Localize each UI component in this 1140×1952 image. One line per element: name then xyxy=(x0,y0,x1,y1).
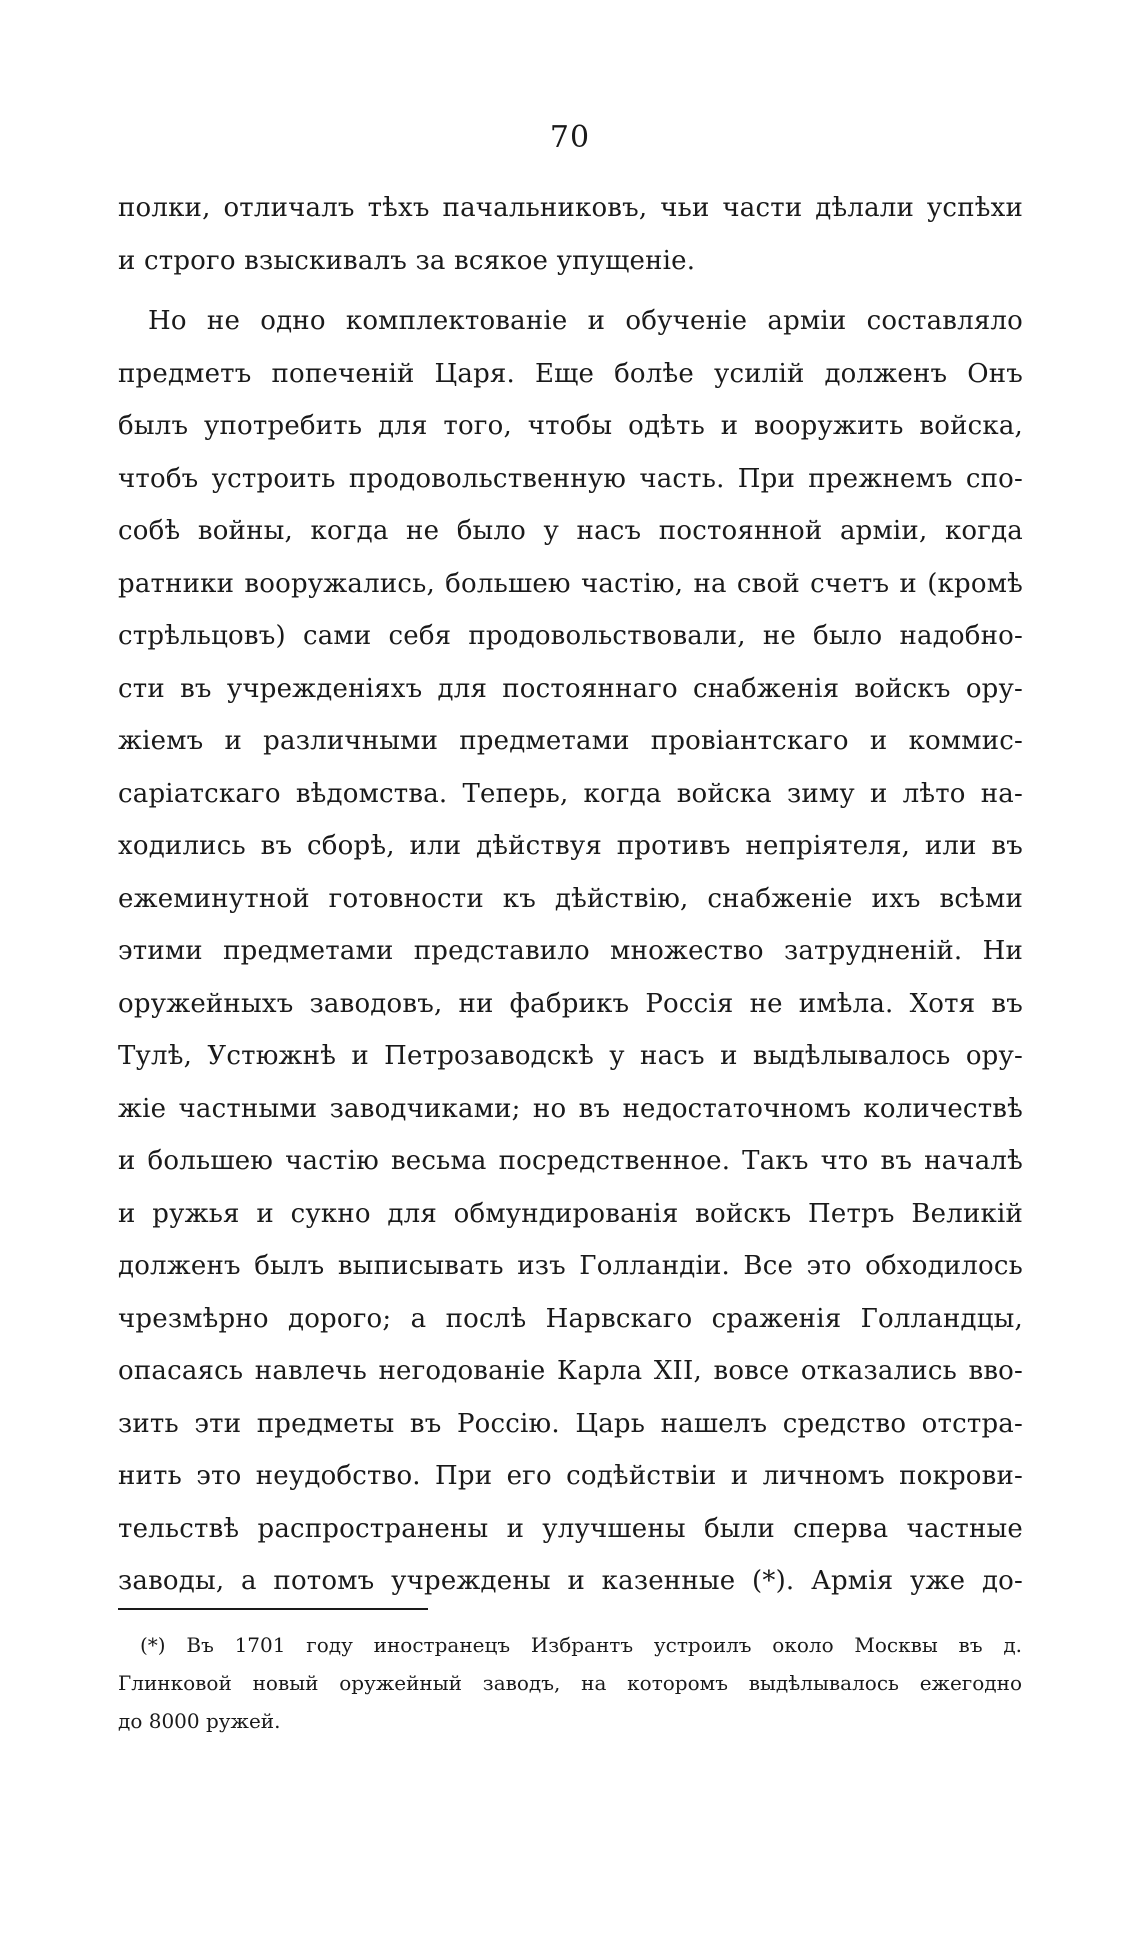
text-line: тельствѣ распространены и улучшены были сперва частные xyxy=(118,1513,1023,1544)
text-line: оружейныхъ заводовъ, ни фабрикъ Россія не имѣла. Хотя въ xyxy=(118,988,1023,1019)
text-line: чрезмѣрно дорого; а послѣ Нарвскаго сраженія Голландцы, xyxy=(118,1303,1023,1334)
text-line: заводы, а потомъ учреждены и казенные (*). Армія уже до- xyxy=(118,1566,1023,1596)
text-line: собѣ войны, когда не было у насъ постоянной арміи, когда xyxy=(118,516,1023,546)
text-line: предметъ попеченій Царя. Еще болѣе усилій долженъ Онъ xyxy=(118,358,1023,389)
text-line: и строго взыскивалъ за всякое упущеніе. xyxy=(118,245,696,276)
text-line: долженъ былъ выписывать изъ Голландіи. Все это обходилось xyxy=(118,1251,1023,1281)
footnote-line: (*) Въ 1701 году иностранецъ Избрантъ устроилъ около Москвы въ д. xyxy=(140,1633,1022,1657)
footnote-line: Глинковой новый оружейный заводъ, на которомъ выдѣлывалось ежегодно xyxy=(118,1671,1022,1695)
text-line: опасаясь навлечь негодованіе Карла XII, вовсе отказались вво- xyxy=(118,1356,1023,1386)
paragraph-1 xyxy=(118,182,1023,287)
text-line: ходились въ сборѣ, или дѣйствуя противъ непріятеля, или въ xyxy=(118,831,1023,861)
text-line: стрѣльцовъ) сами себя продовольствовали, не было надобно- xyxy=(118,621,1023,651)
text-line: и ружья и сукно для обмундированія войскъ Петръ Великій xyxy=(118,1198,1023,1229)
text-line: и большею частію весьма посредственное. Такъ что въ началѣ xyxy=(118,1146,1023,1176)
text-line: Тулѣ, Устюжнѣ и Петрозаводскѣ у насъ и выдѣлывалось ору- xyxy=(118,1041,1023,1071)
text-line: полки, отличалъ тѣхъ пачальниковъ, чьи части дѣлали успѣхи xyxy=(118,193,1023,223)
text-line: сти въ учрежденіяхъ для постояннаго снабженія войскъ ору- xyxy=(118,673,1023,704)
text-line: жіемъ и различными предметами провіантскаго и коммис- xyxy=(118,726,1023,756)
text-line: саріатскаго вѣдомства. Теперь, когда войска зиму и лѣто на- xyxy=(118,778,1023,809)
main-text xyxy=(118,182,1023,1608)
text-line: этими предметами представило множество затрудненій. Ни xyxy=(118,936,1023,966)
text-line: чтобъ устроить продовольственную часть. При прежнемъ спо- xyxy=(118,463,1023,494)
text-line: Но не одно комплектованіе и обученіе арміи составляло xyxy=(148,306,1023,336)
page-number: 70 xyxy=(549,120,591,155)
paragraph-2 xyxy=(118,295,1023,1608)
text-line: жіе частными заводчиками; но въ недостаточномъ количествѣ xyxy=(118,1093,1023,1124)
text-line: былъ употребить для того, чтобы одѣть и вооружить войска, xyxy=(118,411,1023,441)
footnote-divider xyxy=(118,1608,428,1610)
text-line: нить это неудобство. При его содѣйствіи и личномъ покрови- xyxy=(118,1461,1023,1491)
text-line: ежеминутной готовности къ дѣйствію, снабженіе ихъ всѣми xyxy=(118,883,1023,914)
text-line: ратники вооружались, большею частію, на свой счетъ и (кромѣ xyxy=(118,568,1023,599)
footnote xyxy=(118,1626,1022,1740)
footnote-line: до 8000 ружей. xyxy=(118,1709,281,1733)
text-line: зить эти предметы въ Россію. Царь нашелъ средство отстра- xyxy=(118,1408,1023,1439)
